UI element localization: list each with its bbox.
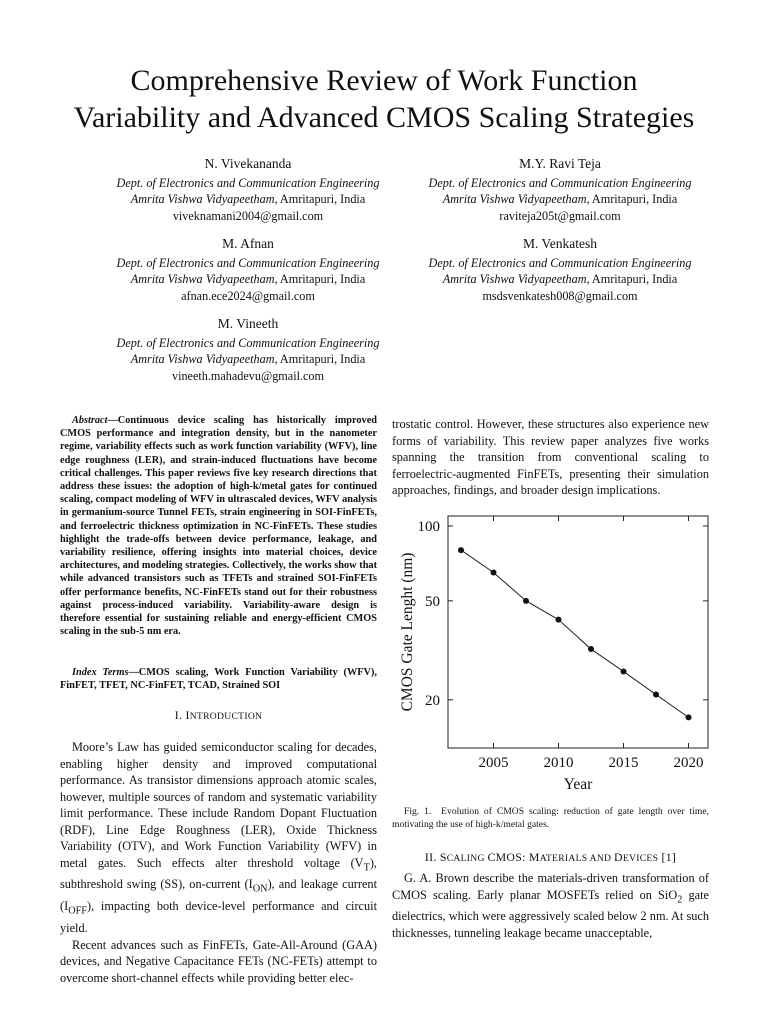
x-tick-label: 2010: [543, 755, 574, 771]
author-email[interactable]: afnan.ece2024@gmail.com: [181, 288, 315, 303]
section-heading: I. INTRODUCTION: [174, 708, 263, 722]
index-terms: [60, 666, 377, 692]
author-dept: Dept. of Electronics and Communication Engineering: [116, 336, 380, 351]
data-point: [588, 646, 594, 652]
index-terms-text: —CMOS scaling, Work Function Variability (WFV), FinFET, TFET, NC-FinFET, TCAD, Strained SOI: [60, 667, 377, 692]
section2-body: [392, 870, 709, 941]
abstract-lead: Abstract: [72, 415, 108, 426]
data-point: [491, 570, 497, 576]
data-point: [621, 668, 627, 674]
index-terms-lead: Index Terms: [72, 667, 129, 678]
data-point: [523, 598, 529, 604]
data-point: [653, 692, 659, 698]
author-affiliation: Amrita Vishwa Vidyapeetham, Amritapuri, India: [130, 352, 366, 367]
author-block: [78, 316, 418, 384]
x-tick-label: 2020: [673, 755, 704, 771]
caption-label: Fig. 1.: [404, 806, 432, 817]
author-affiliation: Amrita Vishwa Vidyapeetham, Amritapuri, India: [130, 192, 366, 207]
y-tick-label: 50: [425, 593, 440, 610]
abstract: [60, 414, 377, 638]
gate-length-chart: [392, 514, 712, 796]
title-line-1: Comprehensive Review of Work Function: [130, 64, 638, 97]
author-name: M. Vineeth: [217, 316, 279, 331]
author-block: [78, 236, 418, 304]
author-email[interactable]: viveknamani2004@gmail.com: [172, 208, 324, 223]
data-point: [556, 617, 562, 623]
intro-paragraph-2: Recent advances such as FinFETs, Gate-All-Around (GAA) devices, and Negative Capacitance FETs (NC-FETs) attempt to overcome short-channel effects while providing better elec-: [60, 937, 377, 985]
author-affiliation: Amrita Vishwa Vidyapeetham, Amritapuri, India: [442, 192, 678, 207]
author-dept: Dept. of Electronics and Communication Engineering: [428, 176, 692, 191]
author-name: M.Y. Ravi Teja: [519, 156, 601, 171]
data-point: [686, 714, 692, 720]
plot-frame: [448, 516, 708, 748]
intro-continuation: [392, 416, 709, 499]
author-dept: Dept. of Electronics and Communication Engineering: [116, 256, 380, 271]
intro-body: [60, 739, 377, 986]
abstract-text: —Continuous device scaling has historically improved CMOS performance and integration density, but in the nanometer regime, variability effects such as work function variability (WFV), line edge roughness (LER), and strain-induced fluctuations have become critical challenges. This paper reviews five key research directions that address these issues: the adoption of high-k/metal gates for continued scaling, compact modeling of WFV in ultrascaled devices, WFV analysis in germanium-source Tunnel FETs, strain engineering in SOI-FinFETs, and ferroelectric thickness optimization in NC-FinFETs. These studies highlight the trade-offs between device performance, leakage, and variability resilience, offering insights into material choices, device architectures, and modeling strategies. Collectively, the works show that while advanced transistors such as TFETs and strained SOI-FinFETs offer performance benefits, NC-FinFETs stand out for their robustness against process-induced variability. Variability-aware design is therefore essential for sustaining reliable and energy-efficient CMOS scaling in the sub-5 nm era.: [60, 415, 377, 638]
author-name: N. Vivekananda: [204, 156, 292, 171]
title-line-2: Variability and Advanced CMOS Scaling Strategies: [73, 101, 695, 134]
author-email[interactable]: raviteja205t@gmail.com: [499, 208, 621, 223]
author-block: [390, 236, 730, 304]
x-tick-label: 2005: [478, 755, 509, 771]
section-heading: II. SCALING CMOS: MATERIALS AND DEVICES [1]: [424, 850, 677, 864]
author-dept: Dept. of Electronics and Communication Engineering: [116, 176, 380, 191]
section2-paragraph-1: G. A. Brown describe the materials-driven transformation of CMOS scaling. Early planar MOSFETs relied on SiO$_2$ gate dielectrics, which were aggressively scaled below 2 nm. At such thicknesses, tunneling leakage became unacceptable,: [392, 871, 709, 940]
intro-paragraph-1: Moore’s Law has guided semiconductor scaling for decades, enabling higher density and improved computational performance. As transistor dimensions approach atomic scales, however, multiple sources of random and systematic variability limit performance. These include Random Dopant Fluctuation (RDF), Line Edge Roughness (LER), Oxide Thickness Variability (OTV), and Work Function Variability (WFV) in metal gates. Such effects alter threshold voltage $(V_T)$, subthreshold swing (SS), on-current $(I_{ON})$, and leakage current $(I_{OFF})$, impacting both device-level performance and circuit yield.: [60, 740, 378, 936]
x-axis-label: Year: [563, 776, 593, 793]
author-name: M. Venkatesh: [523, 236, 597, 251]
y-axis-label: CMOS Gate Lenght (nm): [399, 552, 416, 712]
data-point: [458, 547, 464, 553]
author-email[interactable]: vineeth.mahadevu@gmail.com: [171, 368, 324, 383]
intro-paragraph-3: trostatic control. However, these structures also experience new forms of variability. This review paper analyzes five works spanning the transition from conventional scaling to ferroelectric-augmented FinFETs, presenting their simulation approaches, findings, and broader design implications.: [392, 417, 709, 497]
author-affiliation: Amrita Vishwa Vidyapeetham, Amritapuri, India: [130, 272, 366, 287]
figure-caption: [392, 806, 709, 831]
y-tick-label: 100: [417, 519, 440, 535]
paper-title: [0, 62, 768, 136]
caption-text: Evolution of CMOS scaling: reduction of gate length over time, motivating the use of high-k/metal gates.: [392, 806, 709, 830]
author-block: [78, 156, 418, 224]
author-dept: Dept. of Electronics and Communication Engineering: [428, 256, 692, 271]
author-name: M. Afnan: [222, 236, 274, 251]
author-email[interactable]: msdsvenkatesh008@gmail.com: [482, 288, 638, 303]
y-tick-label: 20: [425, 692, 440, 709]
author-block: [390, 156, 730, 224]
x-tick-label: 2015: [608, 755, 639, 771]
author-affiliation: Amrita Vishwa Vidyapeetham, Amritapuri, India: [442, 272, 678, 287]
